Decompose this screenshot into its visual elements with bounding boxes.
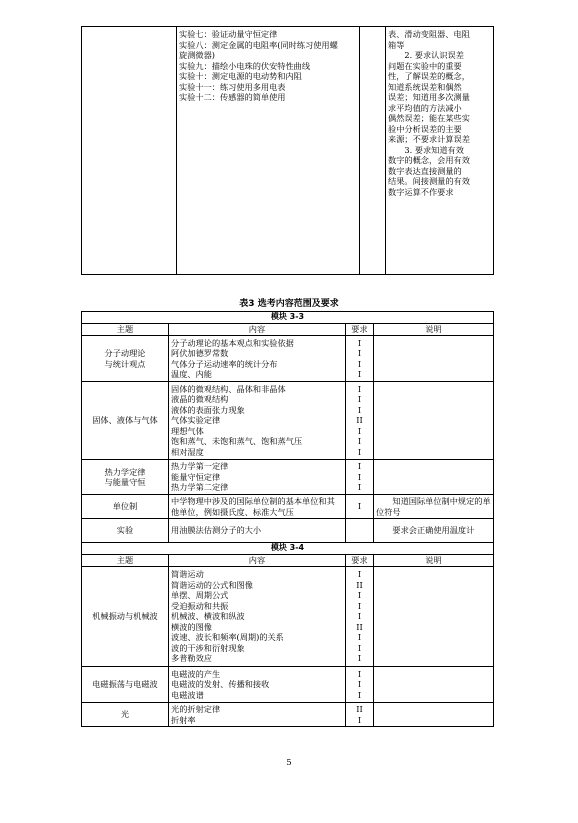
requirement-cell	[346, 703, 374, 727]
content-item: 电磁波的产生	[171, 668, 221, 679]
experiment-item: 实验十二：传感器的简单使用	[179, 92, 286, 102]
note-line: 来源；不要求计算误差	[388, 134, 470, 144]
experiment-item: 旋测微器)	[179, 50, 215, 60]
note-text: 知道国际单位制中规定的单位符号	[376, 496, 491, 517]
requirement-level: II	[356, 621, 363, 632]
requirement-level: I	[357, 425, 362, 436]
experiment-item: 实验十：测定电源的电动势和内阻	[179, 71, 302, 81]
notes-cell	[374, 519, 494, 543]
requirement-level: II	[356, 704, 363, 714]
topic-label: 光	[120, 709, 130, 720]
experiments-list	[177, 27, 360, 275]
note-line: 数字表达直接测量的	[388, 165, 462, 176]
content-item: 液体的表面张力现象	[171, 404, 245, 415]
note-line: 性，了解误差的概念，	[388, 71, 470, 81]
content-item: 横波的图像	[171, 621, 212, 632]
header-topic: 主题	[82, 555, 169, 567]
requirement-level: I	[357, 394, 362, 405]
notes-cell	[374, 703, 494, 727]
page-number: 5	[286, 758, 292, 768]
notes-cell	[374, 495, 494, 519]
content-item: 电磁波的发射、传播和接收	[171, 679, 270, 690]
header-requirement: 要求	[346, 555, 374, 567]
header-content: 内容	[169, 555, 346, 567]
content-item: 饱和蒸气、未饱和蒸气、饱和蒸气压	[171, 436, 303, 447]
topic-cell	[82, 460, 169, 495]
header-topic: 主题	[82, 324, 169, 336]
requirement-level: I	[357, 348, 362, 358]
requirement-level: I	[357, 632, 362, 643]
content-item: 波的干涉和衍射现象	[171, 642, 245, 653]
content-item: 能量守恒定律	[171, 471, 221, 482]
topic-cell	[82, 703, 169, 727]
topic-cell	[82, 519, 169, 543]
requirement-cell	[346, 567, 374, 667]
requirement-cell	[346, 519, 374, 543]
content-item: 电磁波谱	[171, 689, 204, 700]
topic-label: 与能量守恒	[104, 477, 146, 487]
experiment-item: 实验七：验证动量守恒定律	[179, 29, 278, 39]
topic-cell-empty	[82, 27, 177, 275]
header-requirement: 要求	[346, 324, 374, 336]
requirement-level: I	[357, 590, 362, 601]
experiment-item: 实验十一：练习使用多用电表	[179, 81, 286, 92]
requirement-level: I	[357, 642, 362, 653]
elective-content-table	[81, 311, 494, 727]
topic-cell	[82, 382, 169, 460]
content-item: 阿伏加德罗常数	[171, 348, 229, 358]
content-item: 气体分子运动速率的统计分布	[171, 358, 278, 369]
content-cell	[169, 495, 346, 519]
content-item: 固体的微观结构、晶体和非晶体	[171, 383, 286, 394]
content-item: 单摆、周期公式	[171, 590, 229, 601]
note-text: 要求会正确使用温度计	[392, 525, 475, 536]
note-line: 偶然误差；能在某些实	[388, 113, 470, 123]
note-line: 数字运算不作要求	[388, 186, 454, 197]
topic-label: 电磁振荡与电磁波	[92, 679, 158, 690]
content-item: 他单位，例如摄氏度、标准大气压	[171, 506, 294, 517]
content-item: 热力学第二定律	[171, 482, 229, 493]
content-item: 温度、内能	[171, 369, 212, 379]
requirement-level: II	[356, 415, 363, 426]
notes-cell	[386, 27, 494, 275]
notes-cell	[374, 382, 494, 460]
content-cell	[169, 519, 346, 543]
note-line: 求平均值的方法减小	[388, 102, 462, 113]
content-item: 理想气体	[171, 425, 204, 436]
requirement-level: I	[357, 569, 362, 580]
topic-label: 分子动理论	[104, 348, 146, 358]
content-item: 折射率	[171, 714, 196, 725]
content-item: 中学物理中涉及的国际单位制的基本单位和其	[171, 496, 335, 506]
requirement-level: I	[357, 404, 362, 415]
module-3-4-title: 模块 3-4	[82, 543, 494, 555]
notes-cell	[374, 667, 494, 703]
header-notes: 说明	[374, 324, 494, 336]
experiment-item: 实验八：测定金属的电阻率(同时练习使用螺	[179, 39, 338, 50]
content-item: 分子动理论的基本观点和实验依据	[171, 337, 294, 348]
content-item: 热力学第一定律	[171, 461, 229, 472]
requirement-level: I	[357, 501, 362, 512]
requirement-cell	[346, 667, 374, 703]
topic-label: 机械振动与机械波	[92, 611, 158, 622]
content-item: 气体实验定律	[171, 415, 221, 426]
content-item: 波速、波长和频率(周期)的关系	[171, 632, 284, 643]
requirement-cell	[346, 336, 374, 382]
requirement-level: I	[357, 446, 362, 457]
topic-cell	[82, 495, 169, 519]
requirement-level: I	[357, 383, 362, 394]
note-line: 结果。间接测量的有效	[388, 176, 470, 186]
topic-cell	[82, 667, 169, 703]
topic-label: 单位制	[112, 501, 138, 512]
module-3-3-title: 模块 3-3	[82, 312, 494, 324]
requirement-level: I	[357, 714, 362, 725]
notes-cell	[374, 336, 494, 382]
requirement-cell	[346, 382, 374, 460]
note-line: 数字的概念，会用有效	[388, 155, 470, 165]
topic-cell	[82, 567, 169, 667]
header-content: 内容	[169, 324, 346, 336]
requirement-level: I	[357, 611, 362, 622]
note-line: 误差；知道用多次测量	[388, 92, 470, 102]
content-cell	[169, 567, 346, 667]
requirement-level: I	[357, 679, 362, 690]
content-cell	[169, 336, 346, 382]
requirement-level: I	[357, 369, 362, 379]
note-line: 箱等	[388, 39, 405, 50]
content-cell	[169, 460, 346, 495]
header-notes: 说明	[374, 555, 494, 567]
requirement-cell-empty	[360, 27, 386, 275]
content-item: 用油膜法估测分子的大小	[171, 525, 262, 536]
requirement-cell	[346, 460, 374, 495]
content-item: 机械波、横波和纵波	[171, 611, 245, 622]
content-item: 受迫振动和共振	[171, 600, 229, 611]
note-line: 知道系统误差和偶然	[388, 81, 462, 92]
content-item: 光的折射定律	[171, 704, 221, 714]
requirement-level: I	[357, 600, 362, 611]
notes-cell	[374, 460, 494, 495]
topic-label: 固体、液体与气体	[92, 415, 158, 426]
note-line: 2. 要求认识误差	[404, 50, 464, 60]
requirement-level: I	[357, 482, 362, 493]
requirement-cell	[346, 495, 374, 519]
requirement-level: I	[357, 689, 362, 700]
requirement-level: I	[357, 471, 362, 482]
topic-cell	[82, 336, 169, 382]
topic-label: 实验	[116, 525, 134, 536]
experiment-item: 实验九：描绘小电珠的伏安特性曲线	[179, 60, 311, 71]
content-item: 液晶的微观结构	[171, 394, 229, 405]
requirement-level: I	[357, 461, 362, 472]
requirement-level: I	[357, 668, 362, 679]
content-cell	[169, 667, 346, 703]
requirement-level: I	[357, 436, 362, 447]
content-cell	[169, 382, 346, 460]
content-item: 简谐运动的公式和图像	[171, 579, 253, 590]
topic-label: 与统计观点	[104, 358, 146, 369]
requirement-level: I	[357, 358, 362, 369]
requirement-level: II	[356, 579, 363, 590]
requirement-level: I	[357, 653, 362, 664]
note-line: 3. 要求知道有效	[404, 144, 464, 155]
note-line: 问题在实验中的重要	[388, 60, 462, 71]
experiments-table	[81, 26, 494, 275]
notes-cell	[374, 567, 494, 667]
requirement-level: I	[357, 337, 362, 348]
content-item: 相对湿度	[171, 446, 204, 457]
note-line: 表、滑动变阻器、电阻	[388, 29, 470, 39]
content-cell	[169, 703, 346, 727]
table-caption: 表3 选考内容范围及要求	[239, 299, 339, 309]
topic-label: 热力学定律	[104, 466, 146, 477]
note-line: 验中分析误差的主要	[388, 123, 462, 134]
content-item: 多普勒效应	[171, 653, 212, 664]
content-item: 简谐运动	[171, 569, 204, 580]
